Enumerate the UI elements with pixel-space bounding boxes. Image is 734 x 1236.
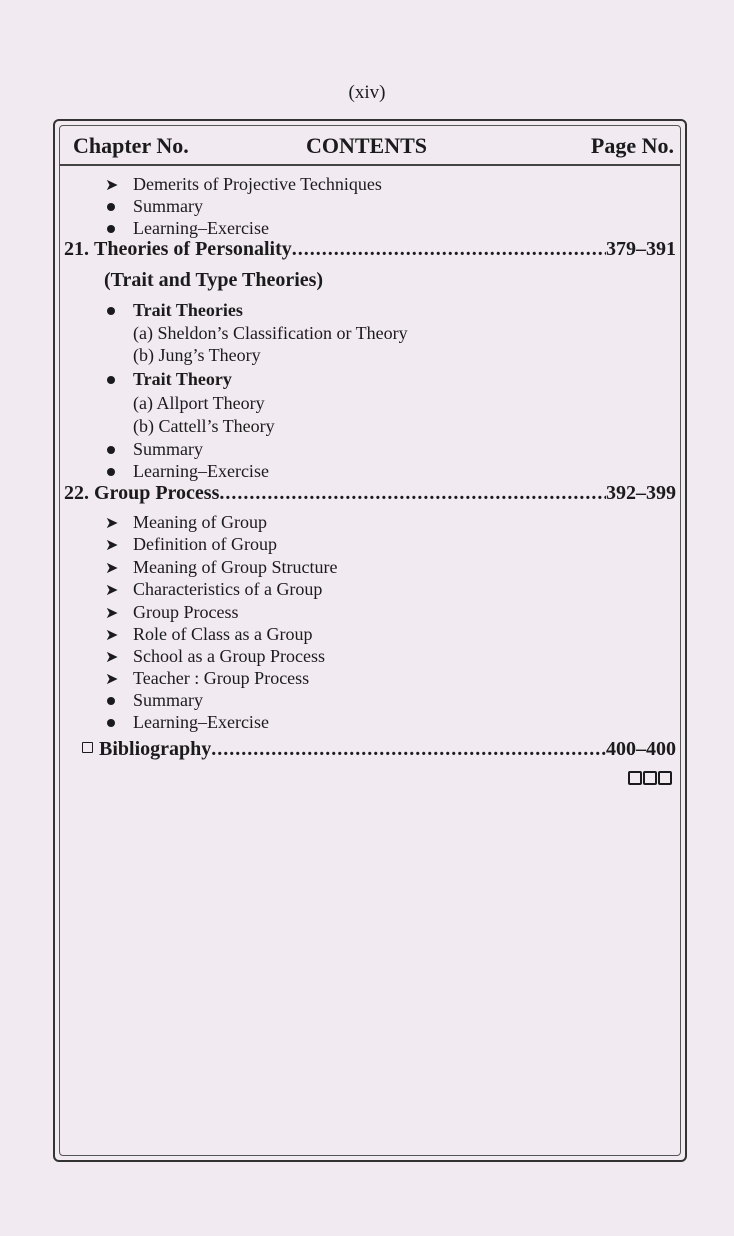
dot-bullet-icon <box>107 697 115 705</box>
arrow-bullet-icon: ➤ <box>105 537 119 554</box>
chapter-pages: 379–391 <box>606 238 676 260</box>
chapter-title: Theories of Personality <box>94 238 292 260</box>
square-bullet-icon <box>82 742 93 753</box>
bibliography-pages: 400–400 <box>606 738 676 760</box>
contents-inner-frame: Chapter No. CONTENTS Page No. ➤ Demerits of Projective Techniques Summary Learning–Exercise 21. Theories of Personality ..... 379–391 (Trait and Type Theories) Trait Theories (a) Sheldon’s Classification or Theory (b) Jung’s Theory Trait Theory (a) Allport Theory (b) Cattell’s Theory Summary Learning–Exercise 22. Group Process ..... 392–399 ➤ Meaning of Group ➤ Definition of Group ➤ Meaning of Group Structure ➤ Characteristics of a Group ➤ Group Process ➤ Role of Class as a Group ➤ School as a Group Process ➤ Teacher : Group Process Summary Learning–Exercise Bibliography ..... 400–400 <box>59 125 681 1156</box>
dot-bullet-icon <box>107 203 115 211</box>
arrow-bullet-icon: ➤ <box>105 649 119 666</box>
end-of-section-icon <box>628 771 672 785</box>
arrow-bullet-icon: ➤ <box>105 515 119 532</box>
chapter-no-heading: Chapter No. <box>73 133 189 158</box>
toc-item-text: Demerits of Projective Techniques <box>133 174 382 194</box>
page-number: (xiv) <box>348 82 386 103</box>
page-no-heading: Page No. <box>590 133 674 158</box>
chapter-pages: 392–399 <box>606 482 676 504</box>
chapter-number: 22. <box>64 482 89 504</box>
dot-bullet-icon <box>107 468 115 476</box>
toc-item-text: Learning–Exercise <box>133 218 269 238</box>
dot-bullet-icon <box>107 225 115 233</box>
arrow-bullet-icon: ➤ <box>105 582 119 599</box>
arrow-bullet-icon: ➤ <box>105 671 119 688</box>
toc-item-text: Summary <box>133 196 203 216</box>
dot-bullet-icon <box>107 376 115 384</box>
contents-frame <box>53 119 687 1162</box>
arrow-bullet-icon: ➤ <box>105 560 119 577</box>
dot-bullet-icon <box>107 307 115 315</box>
chapter-number: 21. <box>64 238 89 260</box>
dot-leader <box>292 238 606 261</box>
bibliography-title: Bibliography <box>99 738 212 760</box>
dot-bullet-icon <box>107 446 115 454</box>
arrow-bullet-icon: ➤ <box>105 627 119 644</box>
chapter-title: Group Process <box>94 482 220 504</box>
contents-heading: CONTENTS <box>306 133 428 158</box>
contents-header <box>60 126 680 166</box>
arrow-bullet-icon: ➤ <box>105 605 119 622</box>
arrow-bullet-icon: ➤ <box>105 177 119 194</box>
dot-leader <box>211 738 606 761</box>
dot-bullet-icon <box>107 719 115 727</box>
dot-leader <box>219 482 606 505</box>
